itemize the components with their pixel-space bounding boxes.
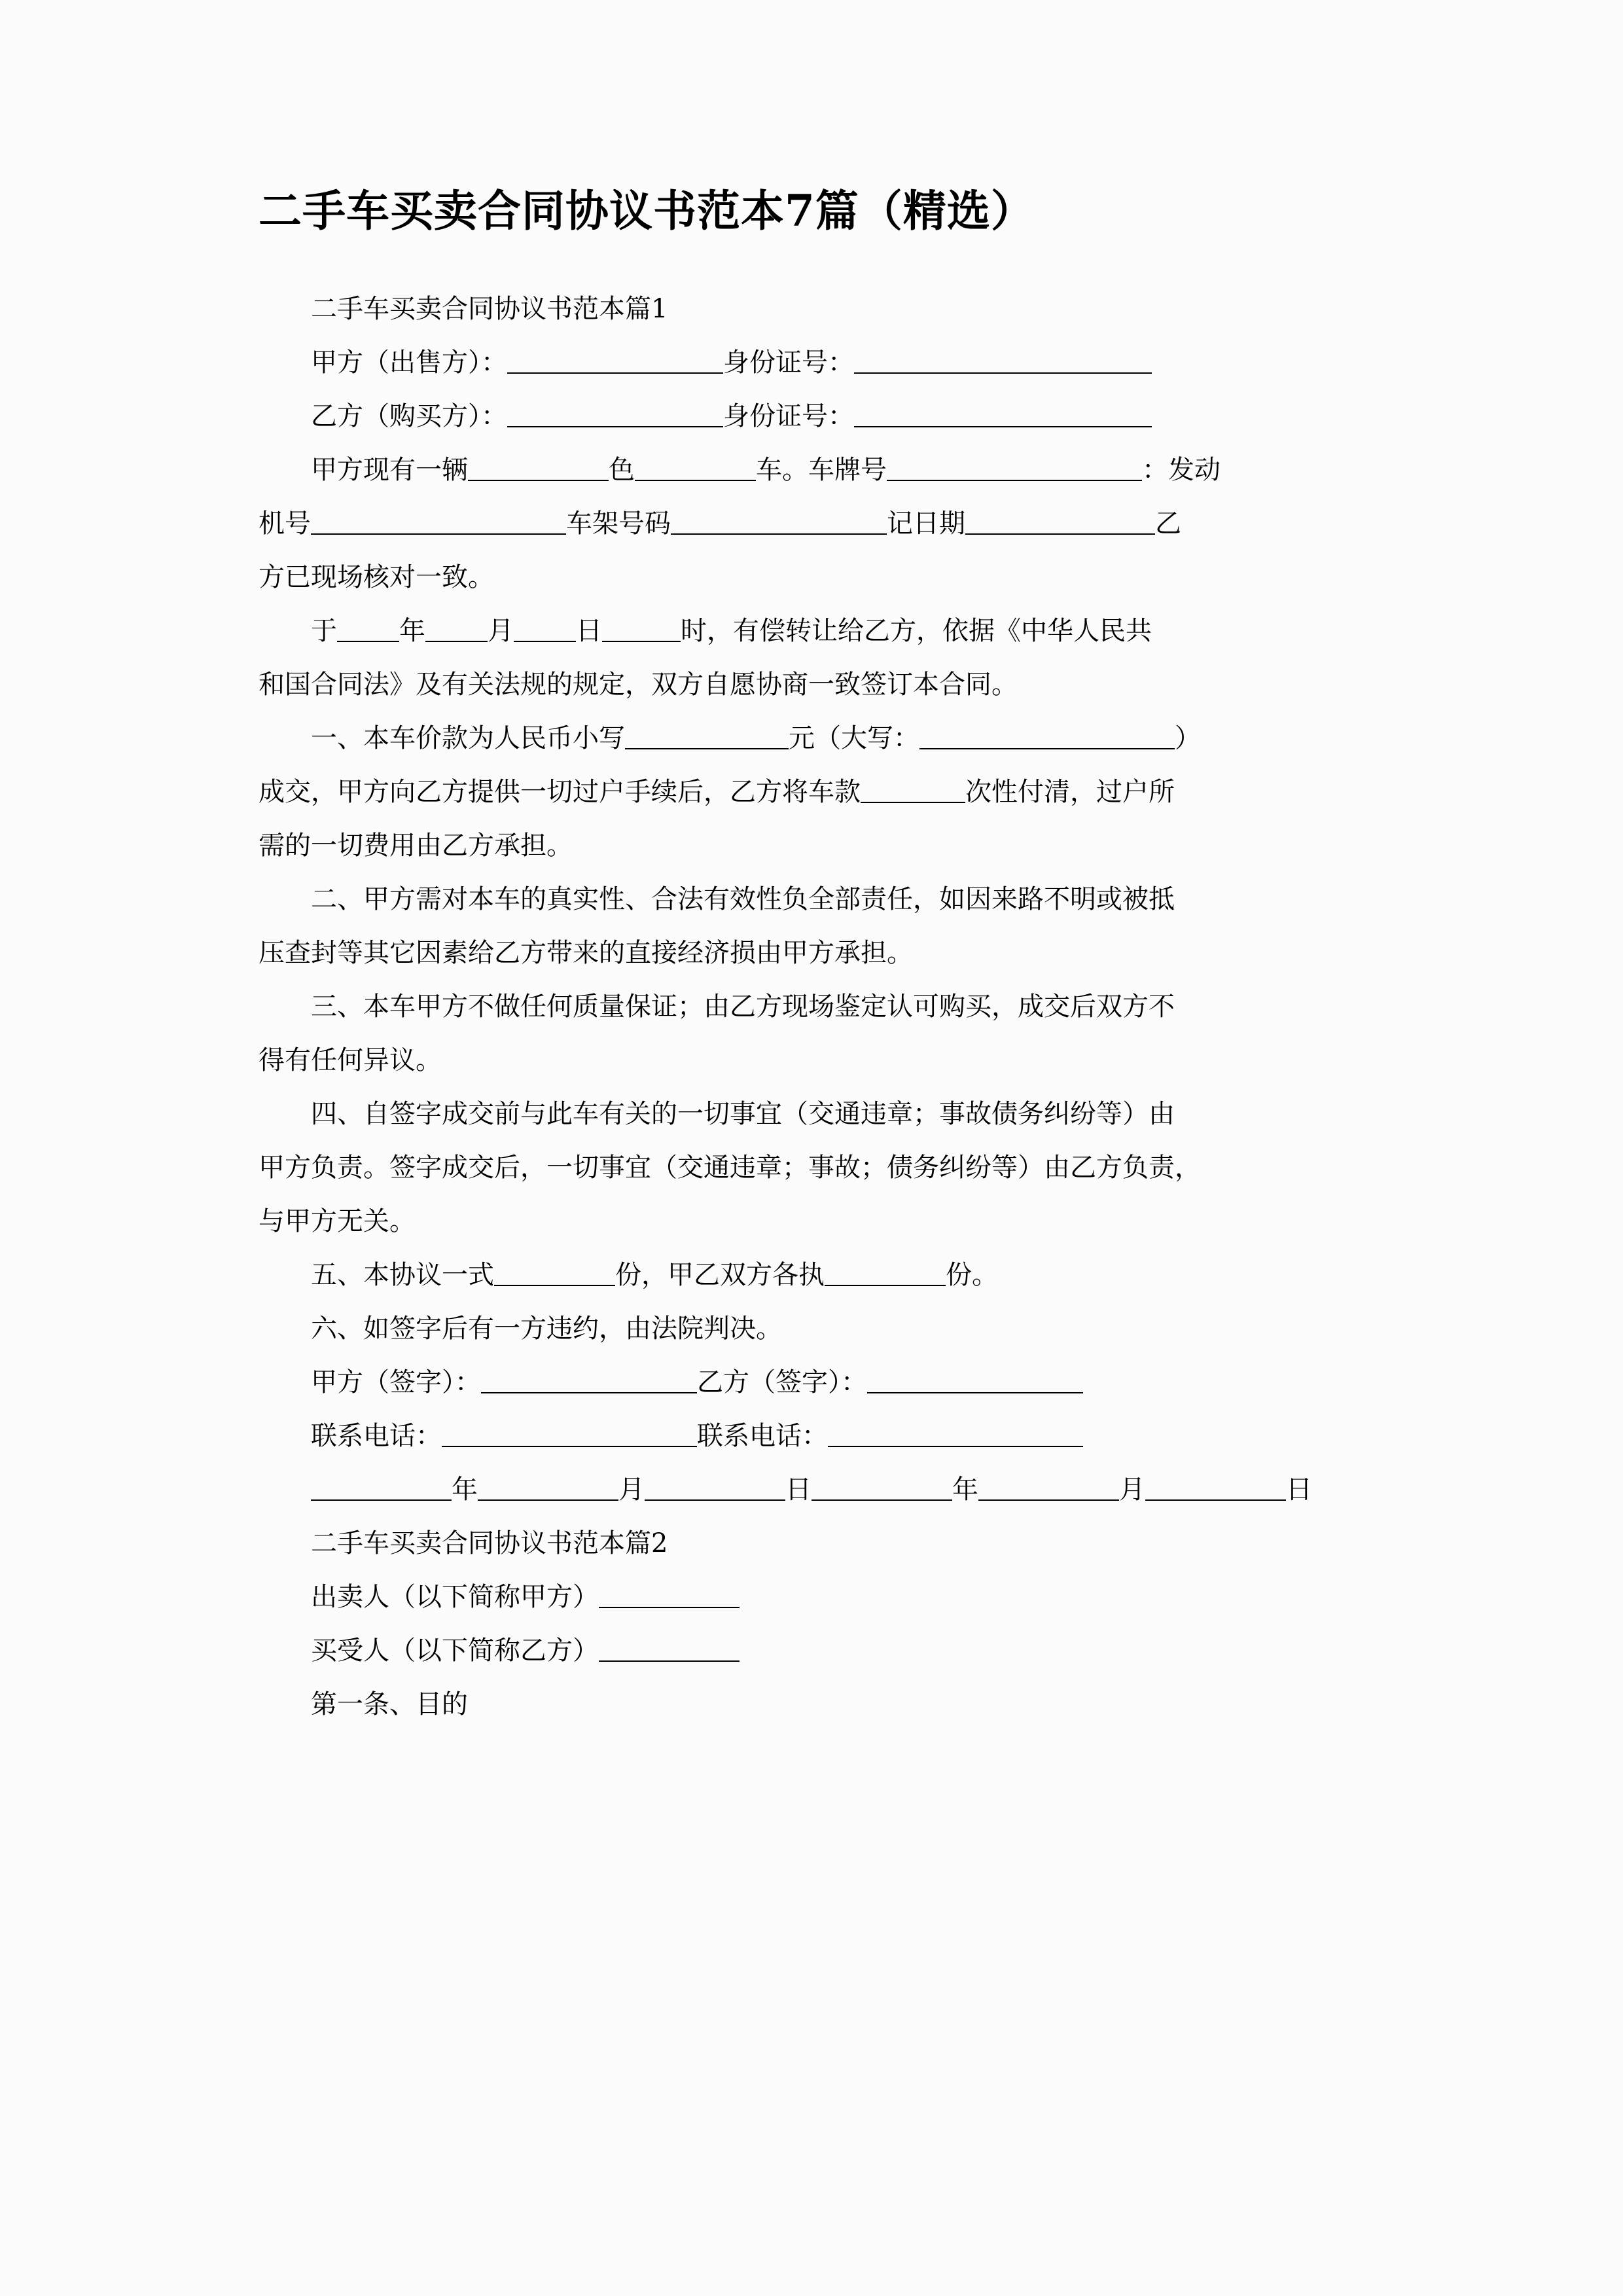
clause-4-row-3: 与甲方无关。 bbox=[259, 1206, 416, 1236]
transfer-day-blank[interactable] bbox=[514, 617, 576, 642]
seller-row bbox=[259, 1570, 1381, 1624]
transfer-law-row: 和国合同法》及有关法规的规定，双方自愿协商一致签订本合同。 bbox=[259, 669, 1018, 700]
vehicle-row-1 bbox=[259, 443, 1381, 497]
party-a-id-label: 身份证号： bbox=[723, 347, 854, 378]
party-a-label: 甲方（出售方）： bbox=[311, 347, 507, 378]
phone-a-label: 联系电话： bbox=[311, 1420, 442, 1451]
clause-3-row-2: 得有任何异议。 bbox=[259, 1045, 442, 1075]
signature-b-label: 乙方（签字）： bbox=[697, 1367, 867, 1397]
party-b-id-blank[interactable] bbox=[854, 403, 1152, 427]
copies-total-blank[interactable] bbox=[494, 1261, 615, 1286]
date-b-day-blank[interactable] bbox=[1145, 1476, 1286, 1501]
clause-2-row-2: 压查封等其它因素给乙方带来的直接经济损由甲方承担。 bbox=[259, 937, 913, 968]
clause-5-suffix: 份。 bbox=[946, 1259, 998, 1290]
transfer-year-label: 年 bbox=[399, 615, 425, 646]
date-a-month-label: 月 bbox=[618, 1474, 645, 1505]
vehicle-plate-label: 车。车牌号 bbox=[756, 454, 887, 485]
party-a-row bbox=[259, 336, 1381, 389]
register-date-label: 记日期 bbox=[887, 508, 965, 539]
contract-body bbox=[259, 282, 1381, 1731]
section-2-heading: 二手车买卖合同协议书范本篇2 bbox=[311, 1528, 668, 1558]
phone-b-blank[interactable] bbox=[828, 1422, 1083, 1447]
vehicle-color-label: 色 bbox=[609, 454, 635, 485]
vehicle-row-2 bbox=[259, 497, 1381, 550]
clause-3-row-1: 三、本车甲方不做任何质量保证；由乙方现场鉴定认可购买，成交后双方不 bbox=[311, 991, 1175, 1022]
date-a-day-label: 日 bbox=[785, 1474, 812, 1505]
transfer-hour-blank[interactable] bbox=[602, 617, 681, 642]
clause-6-row: 六、如签字后有一方违约，由法院判决。 bbox=[311, 1313, 782, 1344]
clause-1-prefix: 一、本车价款为人民币小写 bbox=[311, 723, 625, 753]
clause-1-close: ） bbox=[1175, 723, 1201, 753]
clause-4-row-2: 甲方负责。签字成交后，一切事宜（交通违章；事故；债务纠纷等）由乙方负责， bbox=[259, 1152, 1201, 1183]
transfer-year-blank[interactable] bbox=[337, 617, 399, 642]
date-a-year-label: 年 bbox=[452, 1474, 478, 1505]
price-words-blank[interactable] bbox=[919, 725, 1175, 749]
phone-a-blank[interactable] bbox=[442, 1422, 697, 1447]
transfer-suffix: 时，有偿转让给乙方，依据《中华人民共 bbox=[681, 615, 1152, 646]
section-1-heading: 二手车买卖合同协议书范本篇1 bbox=[311, 293, 668, 324]
party-a-id-blank[interactable] bbox=[854, 349, 1152, 374]
clause-1-payment-suffix: 次性付清，过户所 bbox=[965, 776, 1175, 807]
price-digits-blank[interactable] bbox=[625, 725, 789, 749]
date-b-year-label: 年 bbox=[952, 1474, 978, 1505]
clause-2-row-1: 二、甲方需对本车的真实性、合法有效性负全部责任，如因来路不明或被抵 bbox=[311, 884, 1175, 914]
vehicle-color-blank[interactable] bbox=[468, 456, 609, 481]
copies-each-blank[interactable] bbox=[825, 1261, 946, 1286]
date-b-month-blank[interactable] bbox=[978, 1476, 1119, 1501]
engine-number-blank[interactable] bbox=[311, 510, 566, 535]
signature-a-blank[interactable] bbox=[481, 1369, 697, 1393]
date-a-day-blank[interactable] bbox=[645, 1476, 785, 1501]
party-b-row bbox=[259, 389, 1381, 443]
clause-1-row-2 bbox=[259, 765, 1381, 819]
transfer-prefix: 于 bbox=[311, 615, 337, 646]
clause-5-prefix: 五、本协议一式 bbox=[311, 1259, 494, 1290]
seller-label: 出卖人（以下简称甲方） bbox=[311, 1581, 599, 1612]
phone-b-label: 联系电话： bbox=[697, 1420, 828, 1451]
date-a-year-blank[interactable] bbox=[311, 1476, 452, 1501]
register-date-blank[interactable] bbox=[965, 510, 1155, 535]
clause-1-payment-text: 成交，甲方向乙方提供一切过户手续后，乙方将车款 bbox=[259, 776, 861, 807]
party-b-lead: 乙 bbox=[1155, 508, 1181, 539]
party-b-id-label: 身份证号： bbox=[723, 401, 854, 431]
signature-b-blank[interactable] bbox=[867, 1369, 1083, 1393]
transfer-date-row bbox=[259, 604, 1381, 658]
transfer-day-label: 日 bbox=[576, 615, 602, 646]
clause-1-row-3: 需的一切费用由乙方承担。 bbox=[259, 830, 573, 861]
clause-5-row bbox=[259, 1248, 1381, 1302]
buyer-blank[interactable] bbox=[599, 1637, 740, 1662]
chassis-number-label: 车架号码 bbox=[566, 508, 671, 539]
clause-1-mid: 元（大写： bbox=[789, 723, 919, 753]
transfer-month-blank[interactable] bbox=[425, 617, 488, 642]
vehicle-plate-blank[interactable] bbox=[887, 456, 1142, 481]
transfer-month-label: 月 bbox=[488, 615, 514, 646]
chassis-number-blank[interactable] bbox=[671, 510, 887, 535]
date-b-month-label: 月 bbox=[1119, 1474, 1145, 1505]
buyer-row bbox=[259, 1624, 1381, 1677]
clause-5-mid: 份，甲乙双方各执 bbox=[615, 1259, 825, 1290]
party-b-name-blank[interactable] bbox=[507, 403, 723, 427]
vehicle-engine-lead: ：发动 bbox=[1142, 454, 1221, 485]
date-b-year-blank[interactable] bbox=[812, 1476, 952, 1501]
signature-row bbox=[259, 1355, 1381, 1409]
vehicle-model-blank[interactable] bbox=[635, 456, 756, 481]
signature-a-label: 甲方（签字）： bbox=[311, 1367, 481, 1397]
buyer-label: 买受人（以下简称乙方） bbox=[311, 1635, 599, 1666]
vehicle-row-3: 方已现场核对一致。 bbox=[259, 562, 494, 592]
page-content bbox=[259, 0, 1381, 1731]
party-a-name-blank[interactable] bbox=[507, 349, 723, 374]
phone-row bbox=[259, 1409, 1381, 1463]
payment-times-blank[interactable] bbox=[861, 778, 965, 803]
clause-4-row-1: 四、自签字成交前与此车有关的一切事宜（交通违章；事故债务纠纷等）由 bbox=[311, 1098, 1175, 1129]
date-row bbox=[259, 1463, 1381, 1516]
engine-number-label: 机号 bbox=[259, 508, 311, 539]
party-b-label: 乙方（购买方）： bbox=[311, 401, 507, 431]
vehicle-intro-text: 甲方现有一辆 bbox=[311, 454, 468, 485]
article-1-heading: 第一条、目的 bbox=[311, 1689, 468, 1719]
clause-1-row-1 bbox=[259, 711, 1381, 765]
seller-blank[interactable] bbox=[599, 1583, 740, 1608]
page-title: 二手车买卖合同协议书范本7篇（精选） bbox=[259, 185, 1035, 236]
date-a-month-blank[interactable] bbox=[478, 1476, 618, 1501]
date-b-day-label: 日 bbox=[1286, 1474, 1312, 1505]
